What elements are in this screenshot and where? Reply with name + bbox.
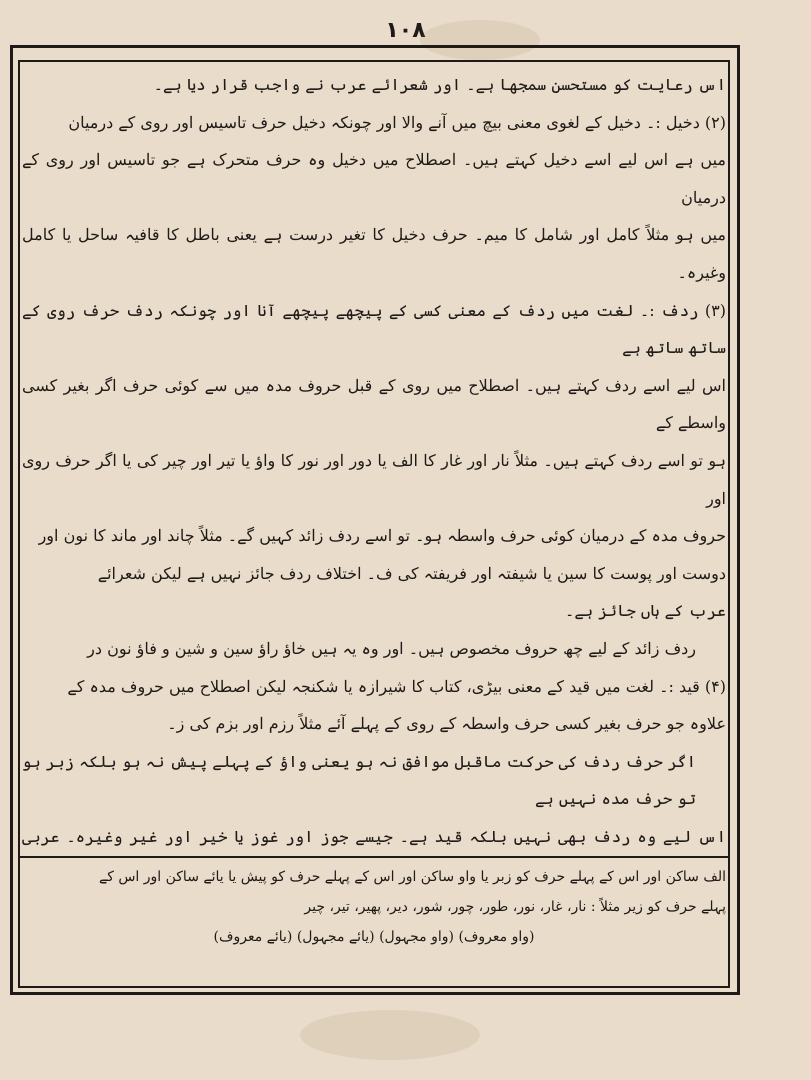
text-line: اس رعایت کو مستحسن سمجھا ہے۔ اور شعرائے عرب نے واجب قرار دیا ہے۔ bbox=[153, 75, 726, 94]
footnote-line: (واو معروف) (واو مجہول) (یائے مجہول) (یائے معروف) bbox=[213, 929, 535, 945]
text-line: حروف مدہ کے درمیان کوئی حرف واسطہ ہو۔ تو اسے ردف زائد کہیں گے۔ مثلاً چاند اور ماند کا نون اور bbox=[38, 526, 726, 546]
text-line: علاوہ جو حرف بغیر کسی حرف واسطہ کے روی کے پہلے آئے مثلاً رزم اور بزم کی ز۔ bbox=[167, 714, 726, 734]
page-number: ۱۰۸ bbox=[385, 18, 426, 43]
text-line: اس لیے اسے ردف کہتے ہیں۔ اصطلاح میں روی کے قبل حروف مدہ میں سے کوئی حرف اگر بغیر کسی واسطے کے bbox=[22, 375, 726, 433]
footnote-line: الف ساکن اور اس کے پہلے حرف کو زبر یا واو ساکن اور اس کے پہلے حرف کو پیش یا یائے ساکن اور اس کے bbox=[99, 869, 726, 885]
text-line: میں ہو مثلاً کامل اور شامل کا میم۔ حرف دخیل کا تغیر درست ہے یعنی باطل کا قافیہ ساحل یا کامل وغیرہ۔ bbox=[22, 225, 726, 282]
text-line: ہو تو اسے ردف کہتے ہیں۔ مثلاً نار اور غار کا الف یا دور اور نور کا واؤ یا تیر اور چیر کی یا اگر حرف روی اور bbox=[22, 450, 726, 508]
text-line: میں ہے اس لیے اسے دخیل کہتے ہیں۔ اصطلاح میں دخیل وہ حرف متحرک ہے جو تاسیس اور روی کے درمیان bbox=[22, 150, 726, 207]
text-line: اگر حرف ردف کی حرکت ماقبل موافق نہ ہو یعنی واؤ کے پہلے پیش نہ ہو بلکہ زبر ہو تو حرف مدہ نہیں ہے bbox=[22, 751, 696, 809]
page-stain bbox=[300, 1010, 480, 1060]
footnote bbox=[22, 862, 726, 982]
text-line: ردف زائد کے لیے چھ حروف مخصوص ہیں۔ اور وہ یہ ہیں خاؤ راؤ سین و شین و فاؤ نون در bbox=[87, 638, 696, 658]
text-line: (۳) ردف :۔ لغت میں ردف کے معنی کسی کے پیچھے پیچھے آنا اور چونکہ ردف حرف روی کے ساتھ ساتھ ہے bbox=[22, 300, 726, 358]
text-line: (۲) دخیل :۔ دخیل کے لغوی معنی بیچ میں آنے والا اور چونکہ دخیل حرف تاسیس اور روی کے درمیان bbox=[68, 112, 726, 132]
text-line: عرب کے ہاں جائز ہے۔ bbox=[565, 601, 726, 621]
text-line: اس لیے وہ ردف بھی نہیں بلکہ قید ہے۔ جیسے جوز اور غوز یا خیر اور غیر وغیرہ۔ عربی bbox=[22, 826, 726, 846]
footnote-line: پہلے حرف کو زیر مثلاً : نار، غار، نور، طور، چور، شور، دیر، پھیر، تیر، چیر bbox=[304, 899, 726, 915]
text-line: دوست اور پوست کا سین یا شیفتہ اور فریفتہ کی ف۔ اختلاف ردف جائز نہیں ہے لیکن شعرائے bbox=[97, 563, 726, 583]
footnote-divider bbox=[20, 856, 728, 858]
main-text bbox=[22, 66, 726, 846]
text-line: (۴) قید :۔ لغت میں قید کے معنی بیڑی، کتاب کا شیرازہ یا شکنجہ لیکن اصطلاح میں حروف مدہ کے bbox=[67, 676, 726, 696]
